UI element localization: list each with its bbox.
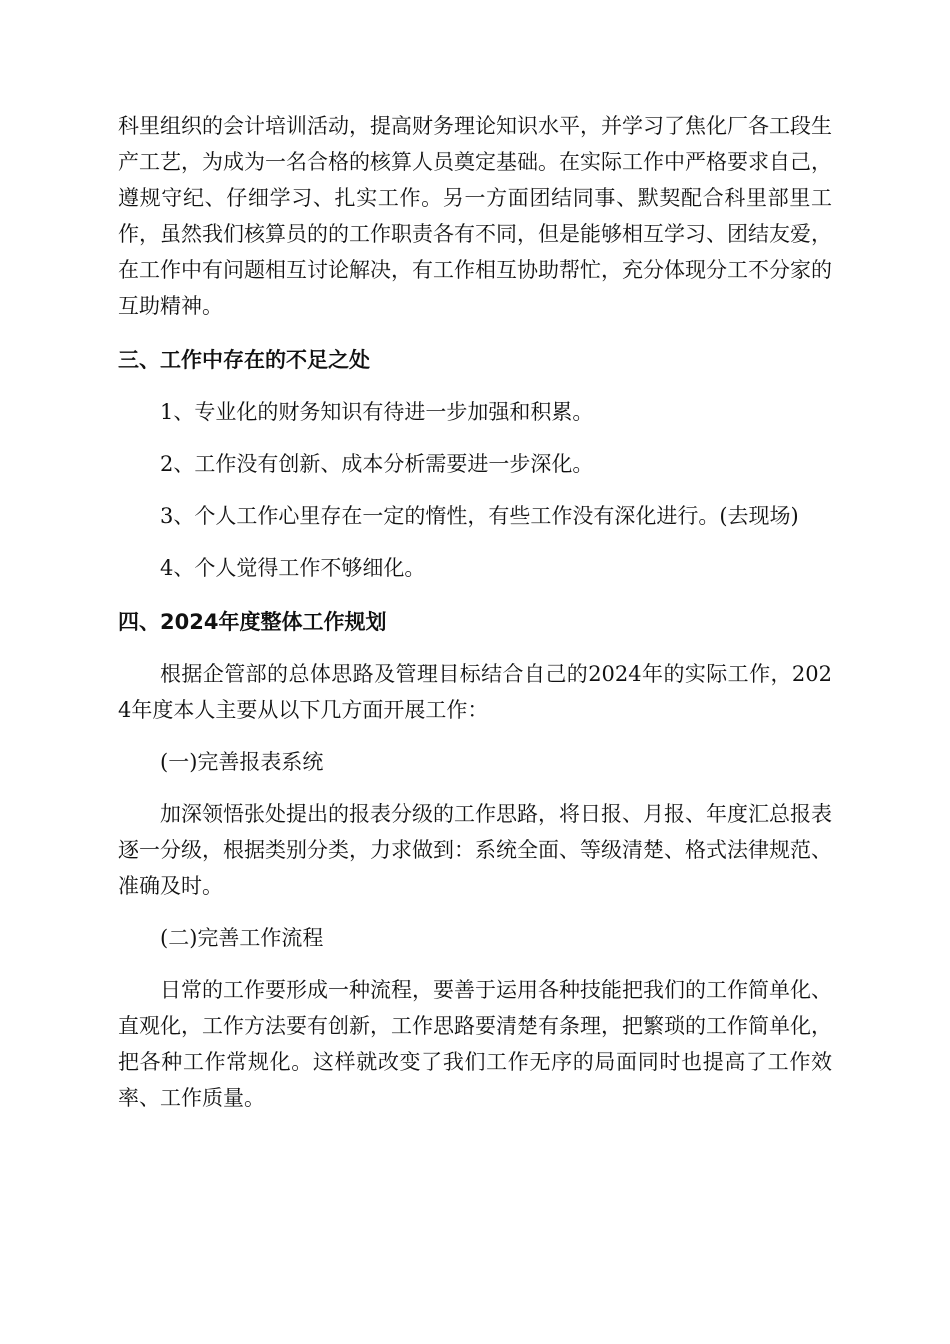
- subsection-body-2: 日常的工作要形成一种流程，要善于运用各种技能把我们的工作简单化、直观化，工作方法要有创新，工作思路要清楚有条理，把繁琐的工作简单化，把各种工作常规化。这样就改变了我们工作无序的局面同时也提高了工作效率、工作质量。: [118, 978, 832, 1110]
- subsection-title-1: (一)完善报表系统: [160, 750, 324, 774]
- list-item-1: 1、专业化的财务知识有待进一步加强和积累。: [160, 400, 594, 424]
- list-item-2: 2、工作没有创新、成本分析需要进一步深化。: [160, 452, 594, 476]
- section-heading-4: 四、2024年度整体工作规划: [118, 610, 387, 634]
- document-page: [118, 108, 832, 1116]
- list-item-3: 3、个人工作心里存在一定的惰性，有些工作没有深化进行。(去现场): [160, 504, 799, 528]
- plan-paragraph: 根据企管部的总体思路及管理目标结合自己的2024年的实际工作，2024年度本人主要从以下几方面开展工作：: [118, 662, 832, 722]
- section-heading-3: 三、工作中存在的不足之处: [118, 348, 370, 372]
- intro-paragraph: 科里组织的会计培训活动，提高财务理论知识水平，并学习了焦化厂各工段生产工艺，为成为一名合格的核算人员奠定基础。在实际工作中严格要求自己，遵规守纪、仔细学习、扎实工作。另一方面团结同事、默契配合科里部里工作，虽然我们核算员的的工作职责各有不同，但是能够相互学习、团结友爱，在工作中有问题相互讨论解决，有工作相互协助帮忙，充分体现分工不分家的互助精神。: [118, 114, 832, 318]
- list-item-4: 4、个人觉得工作不够细化。: [160, 556, 426, 580]
- subsection-body-1: 加深领悟张处提出的报表分级的工作思路，将日报、月报、年度汇总报表逐一分级，根据类别分类，力求做到：系统全面、等级清楚、格式法律规范、准确及时。: [118, 802, 832, 898]
- subsection-title-2: (二)完善工作流程: [160, 926, 324, 950]
